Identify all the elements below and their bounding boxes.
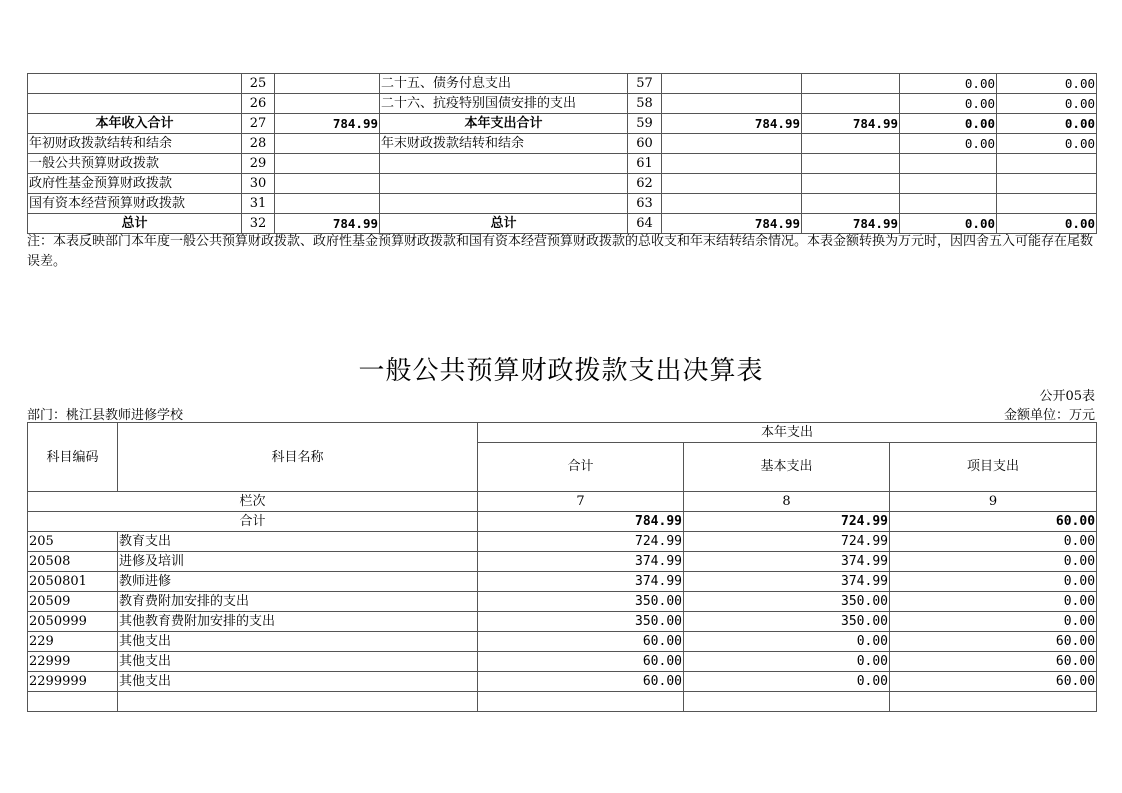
subject-code: 205	[28, 532, 118, 552]
table-row	[28, 154, 1097, 174]
amount-cell: 0.00	[900, 134, 997, 154]
header-basic: 基本支出	[684, 443, 890, 492]
amount-cell	[802, 194, 900, 214]
amount-cell: 0.00	[900, 114, 997, 134]
amount-project: 60.00	[890, 632, 1097, 652]
subject-name: 教师进修	[118, 572, 478, 592]
table-row	[28, 114, 1097, 134]
row-number: 29	[242, 154, 275, 174]
subject-name: 其他支出	[118, 652, 478, 672]
amount-project: 0.00	[890, 552, 1097, 572]
amount-cell: 0.00	[997, 214, 1097, 234]
subject-name: 教育费附加安排的支出	[118, 592, 478, 612]
empty-cell	[890, 692, 1097, 712]
amount-cell	[802, 74, 900, 94]
expense-item	[380, 174, 628, 194]
amount-total: 374.99	[478, 552, 684, 572]
amount-project: 0.00	[890, 572, 1097, 592]
amount-cell	[662, 134, 802, 154]
amount-cell	[900, 174, 997, 194]
table-note: 注：本表反映部门本年度一般公共预算财政拨款、政府性基金预算财政拨款和国有资本经营预算财政拨款的总收支和年末结转结余情况。本表金额转换为万元时，因四舍五入可能存在尾数误差。	[27, 234, 1094, 269]
amount-basic: 0.00	[684, 632, 890, 652]
income-item: 国有资本经营预算财政拨款	[28, 194, 242, 214]
total-label: 合计	[28, 512, 478, 532]
column-index: 9	[890, 492, 1097, 512]
income-item: 总计	[28, 214, 242, 234]
amount-project: 0.00	[890, 592, 1097, 612]
income-amount	[275, 154, 380, 174]
amount-cell	[662, 194, 802, 214]
income-item	[28, 94, 242, 114]
income-amount	[275, 194, 380, 214]
row-number: 28	[242, 134, 275, 154]
amount-cell: 784.99	[802, 214, 900, 234]
income-item: 政府性基金预算财政拨款	[28, 174, 242, 194]
amount-total: 60.00	[478, 672, 684, 692]
row-number: 57	[628, 74, 662, 94]
subject-name: 其他支出	[118, 632, 478, 652]
income-amount	[275, 74, 380, 94]
row-number: 30	[242, 174, 275, 194]
subject-name: 进修及培训	[118, 552, 478, 572]
table-row	[28, 632, 1097, 652]
amount-project: 0.00	[890, 532, 1097, 552]
table-row	[28, 612, 1097, 632]
amount-cell	[802, 94, 900, 114]
subject-code: 2050801	[28, 572, 118, 592]
amount-basic: 374.99	[684, 572, 890, 592]
expense-item	[380, 194, 628, 214]
amount-basic: 0.00	[684, 672, 890, 692]
amount-cell	[802, 134, 900, 154]
amount-cell: 0.00	[997, 134, 1097, 154]
empty-cell	[478, 692, 684, 712]
subject-code: 20509	[28, 592, 118, 612]
row-number: 32	[242, 214, 275, 234]
amount-cell: 0.00	[997, 94, 1097, 114]
row-number: 64	[628, 214, 662, 234]
table-row	[28, 74, 1097, 94]
amount-cell	[802, 174, 900, 194]
amount-cell	[662, 74, 802, 94]
row-number: 27	[242, 114, 275, 134]
empty-cell	[684, 692, 890, 712]
subject-code: 22999	[28, 652, 118, 672]
header-subject-name: 科目名称	[118, 423, 478, 492]
income-item	[28, 74, 242, 94]
table-row	[28, 532, 1097, 552]
amount-cell: 0.00	[997, 114, 1097, 134]
amount-basic: 350.00	[684, 612, 890, 632]
department-label: 部门：桃江县教师进修学校	[27, 408, 184, 423]
header-row	[28, 423, 1097, 443]
amount-total: 350.00	[478, 612, 684, 632]
subject-code: 2050999	[28, 612, 118, 632]
row-number: 31	[242, 194, 275, 214]
table-row	[28, 94, 1097, 114]
subject-code: 20508	[28, 552, 118, 572]
empty-cell	[118, 692, 478, 712]
income-expense-summary-table	[27, 73, 1097, 234]
amount-project: 0.00	[890, 612, 1097, 632]
header-subject-code: 科目编码	[28, 423, 118, 492]
table-row	[28, 194, 1097, 214]
expense-item: 总计	[380, 214, 628, 234]
subject-code: 2299999	[28, 672, 118, 692]
amount-project: 60.00	[890, 672, 1097, 692]
general-budget-expenditure-table	[27, 422, 1097, 712]
amount-cell	[997, 154, 1097, 174]
row-number: 62	[628, 174, 662, 194]
expense-item: 二十六、抗疫特别国债安排的支出	[380, 94, 628, 114]
income-amount: 784.99	[275, 114, 380, 134]
amount-cell: 784.99	[662, 114, 802, 134]
total-amount: 784.99	[478, 512, 684, 532]
income-item: 本年收入合计	[28, 114, 242, 134]
expense-item: 二十五、债务付息支出	[380, 74, 628, 94]
header-project: 项目支出	[890, 443, 1097, 492]
total-row	[28, 512, 1097, 532]
amount-cell	[802, 154, 900, 174]
amount-total: 60.00	[478, 632, 684, 652]
subject-name: 其他教育费附加安排的支出	[118, 612, 478, 632]
row-number: 26	[242, 94, 275, 114]
income-item: 年初财政拨款结转和结余	[28, 134, 242, 154]
amount-project: 60.00	[890, 652, 1097, 672]
amount-cell	[900, 194, 997, 214]
income-item: 一般公共预算财政拨款	[28, 154, 242, 174]
amount-cell	[662, 174, 802, 194]
table-row	[28, 672, 1097, 692]
amount-cell: 0.00	[900, 94, 997, 114]
amount-cell: 0.00	[900, 74, 997, 94]
form-code: 公开05表	[1039, 389, 1095, 404]
amount-basic: 724.99	[684, 532, 890, 552]
amount-total: 350.00	[478, 592, 684, 612]
table-row	[28, 552, 1097, 572]
amount-total: 374.99	[478, 572, 684, 592]
expense-item: 年末财政拨款结转和结余	[380, 134, 628, 154]
subject-name: 教育支出	[118, 532, 478, 552]
amount-total: 724.99	[478, 532, 684, 552]
subject-name: 其他支出	[118, 672, 478, 692]
empty-row	[28, 692, 1097, 712]
table-row	[28, 652, 1097, 672]
table-row	[28, 572, 1097, 592]
amount-basic: 350.00	[684, 592, 890, 612]
row-number: 25	[242, 74, 275, 94]
expense-item	[380, 154, 628, 174]
table-row	[28, 214, 1097, 234]
header-total: 合计	[478, 443, 684, 492]
amount-basic: 0.00	[684, 652, 890, 672]
row-number: 61	[628, 154, 662, 174]
amount-cell	[997, 194, 1097, 214]
amount-basic: 374.99	[684, 552, 890, 572]
column-index-label: 栏次	[28, 492, 478, 512]
table-row	[28, 134, 1097, 154]
amount-total: 60.00	[478, 652, 684, 672]
amount-cell	[662, 94, 802, 114]
column-index-row	[28, 492, 1097, 512]
amount-cell: 0.00	[997, 74, 1097, 94]
income-amount	[275, 94, 380, 114]
amount-cell	[997, 174, 1097, 194]
header-annual-expenditure: 本年支出	[478, 423, 1097, 443]
expense-item: 本年支出合计	[380, 114, 628, 134]
amount-cell: 0.00	[900, 214, 997, 234]
subject-code: 229	[28, 632, 118, 652]
table-row	[28, 174, 1097, 194]
row-number: 63	[628, 194, 662, 214]
row-number: 60	[628, 134, 662, 154]
column-index: 8	[684, 492, 890, 512]
column-index: 7	[478, 492, 684, 512]
amount-unit-label: 金额单位：万元	[1003, 408, 1095, 423]
total-basic: 724.99	[684, 512, 890, 532]
table-row	[28, 592, 1097, 612]
income-amount: 784.99	[275, 214, 380, 234]
amount-cell: 784.99	[662, 214, 802, 234]
amount-cell: 784.99	[802, 114, 900, 134]
income-amount	[275, 134, 380, 154]
row-number: 59	[628, 114, 662, 134]
income-amount	[275, 174, 380, 194]
amount-cell	[900, 154, 997, 174]
total-project: 60.00	[890, 512, 1097, 532]
page-title: 一般公共预算财政拨款支出决算表	[358, 356, 764, 386]
amount-cell	[662, 154, 802, 174]
empty-cell	[28, 692, 118, 712]
row-number: 58	[628, 94, 662, 114]
